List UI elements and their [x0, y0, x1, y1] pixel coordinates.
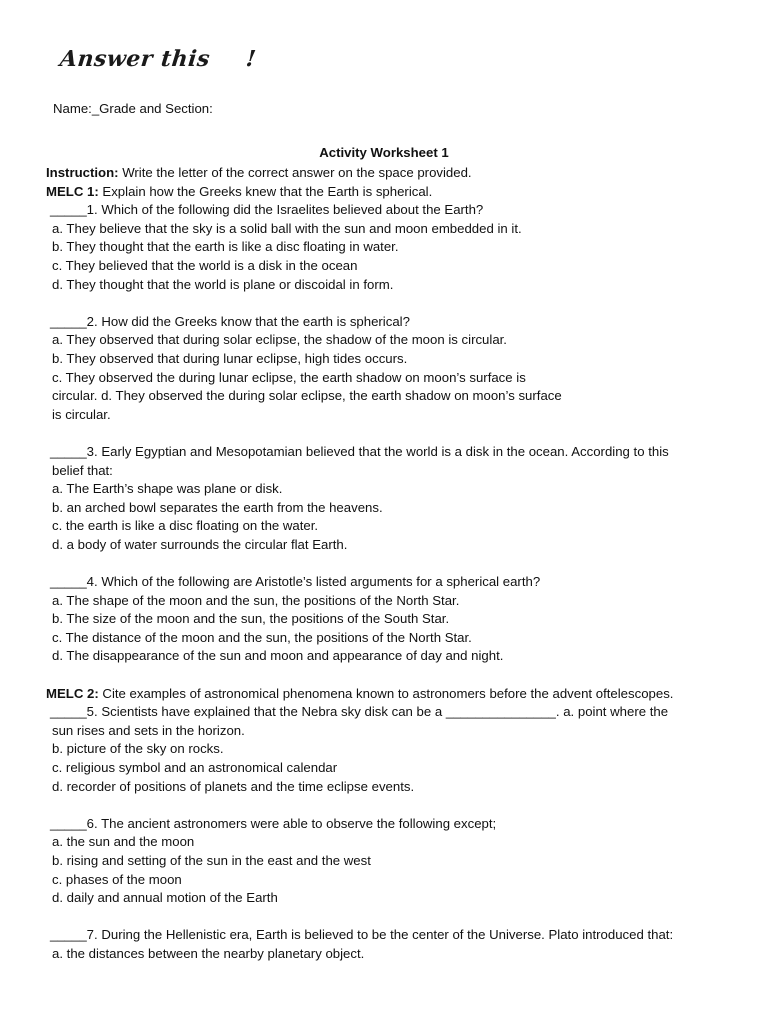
question-5-stem-continued: sun rises and sets in the horizon.: [52, 722, 245, 738]
handwritten-title: [59, 46, 258, 72]
melc2-label: MELC 2:: [46, 685, 99, 701]
instruction-text: Write the letter of the correct answer on the space provided.: [118, 165, 472, 180]
question-6-option-d: d. daily and annual motion of the Earth: [52, 890, 278, 906]
question-6-option-a: a. the sun and the moon: [52, 834, 195, 850]
worksheet-title: Activity Worksheet 1: [319, 145, 449, 160]
question-1-option-c: c. They believed that the world is a disk in the ocean: [52, 257, 358, 273]
melc1-text: Explain how the Greeks knew that the Earth is spherical.: [98, 183, 433, 199]
question-6-stem: _____6. The ancient astronomers were able to observe the following except;: [50, 815, 497, 831]
question-2-option-b: b. They observed that during lunar eclipse, high tides occurs.: [52, 350, 408, 366]
melc1-line: [46, 183, 726, 202]
question-4-stem: _____4. Which of the following are Aristotle’s listed arguments for a spherical earth?: [50, 574, 541, 590]
worksheet-body: [46, 164, 726, 964]
name-grade-section-line: Name:_Grade and Section:: [53, 101, 213, 116]
question-1-option-b: b. They thought that the earth is like a disc floating in water.: [52, 239, 399, 255]
instruction-line: [46, 164, 726, 183]
question-7-stem: _____7. During the Hellenistic era, Earth is believed to be the center of the Universe. Plato introduced that:: [50, 927, 674, 943]
question-4-option-a: a. The shape of the moon and the sun, the positions of the North Star.: [52, 592, 460, 608]
melc1-label: MELC 1:: [46, 183, 99, 199]
handwritten-title-text: Answer this: [58, 46, 212, 72]
question-3-option-c: c. the earth is like a disc floating on the water.: [52, 518, 319, 534]
question-6-option-c: c. phases of the moon: [52, 871, 182, 887]
question-5-option-d: d. recorder of positions of planets and the time eclipse events.: [52, 778, 415, 794]
question-3-option-a: a. The Earth’s shape was plane or disk.: [52, 481, 283, 497]
question-5-stem: _____5. Scientists have explained that the Nebra sky disk can be a _______________. a. point where the: [50, 704, 669, 720]
question-5-option-b: b. picture of the sky on rocks.: [52, 741, 224, 757]
question-3-option-b: b. an arched bowl separates the earth from the heavens.: [52, 499, 383, 515]
question-3-option-d: d. a body of water surrounds the circular flat Earth.: [52, 536, 348, 552]
question-1-option-d: d. They thought that the world is plane or discoidal in form.: [52, 276, 394, 292]
question-2-stem: _____2. How did the Greeks know that the earth is spherical?: [50, 313, 410, 329]
melc2-text: Cite examples of astronomical phenomena known to astronomers before the advent oftelescopes.: [98, 685, 674, 701]
question-4-option-c: c. The distance of the moon and the sun, the positions of the North Star.: [52, 629, 472, 645]
question-1-stem: _____1. Which of the following did the Israelites believed about the Earth?: [50, 202, 484, 218]
question-2-option-c: c. They observed the during lunar eclipse, the earth shadow on moon’s surface is: [52, 369, 526, 385]
question-3-stem-continued: belief that:: [52, 462, 113, 478]
question-7-option-a: a. the distances between the nearby planetary object.: [52, 945, 365, 961]
instruction-label: Instruction:: [46, 165, 119, 180]
question-1-option-a: a. They believe that the sky is a solid ball with the sun and moon embedded in it.: [52, 220, 522, 236]
question-2-option-d-continued: is circular.: [52, 406, 111, 422]
question-6-option-b: b. rising and setting of the sun in the east and the west: [52, 852, 371, 868]
handwritten-title-exclamation: !: [244, 46, 258, 72]
question-2-option-a: a. They observed that during solar eclipse, the shadow of the moon is circular.: [52, 332, 507, 348]
question-2-option-c-continued: circular. d. They observed the during solar eclipse, the earth shadow on moon’s surface: [52, 388, 562, 404]
question-4-option-d: d. The disappearance of the sun and moon and appearance of day and night.: [52, 648, 504, 664]
question-3-stem: _____3. Early Egyptian and Mesopotamian believed that the world is a disk in the ocean. According to this: [50, 443, 669, 459]
question-4-option-b: b. The size of the moon and the sun, the positions of the South Star.: [52, 611, 450, 627]
question-5-option-c: c. religious symbol and an astronomical calendar: [52, 760, 338, 775]
melc2-line: [46, 685, 726, 704]
